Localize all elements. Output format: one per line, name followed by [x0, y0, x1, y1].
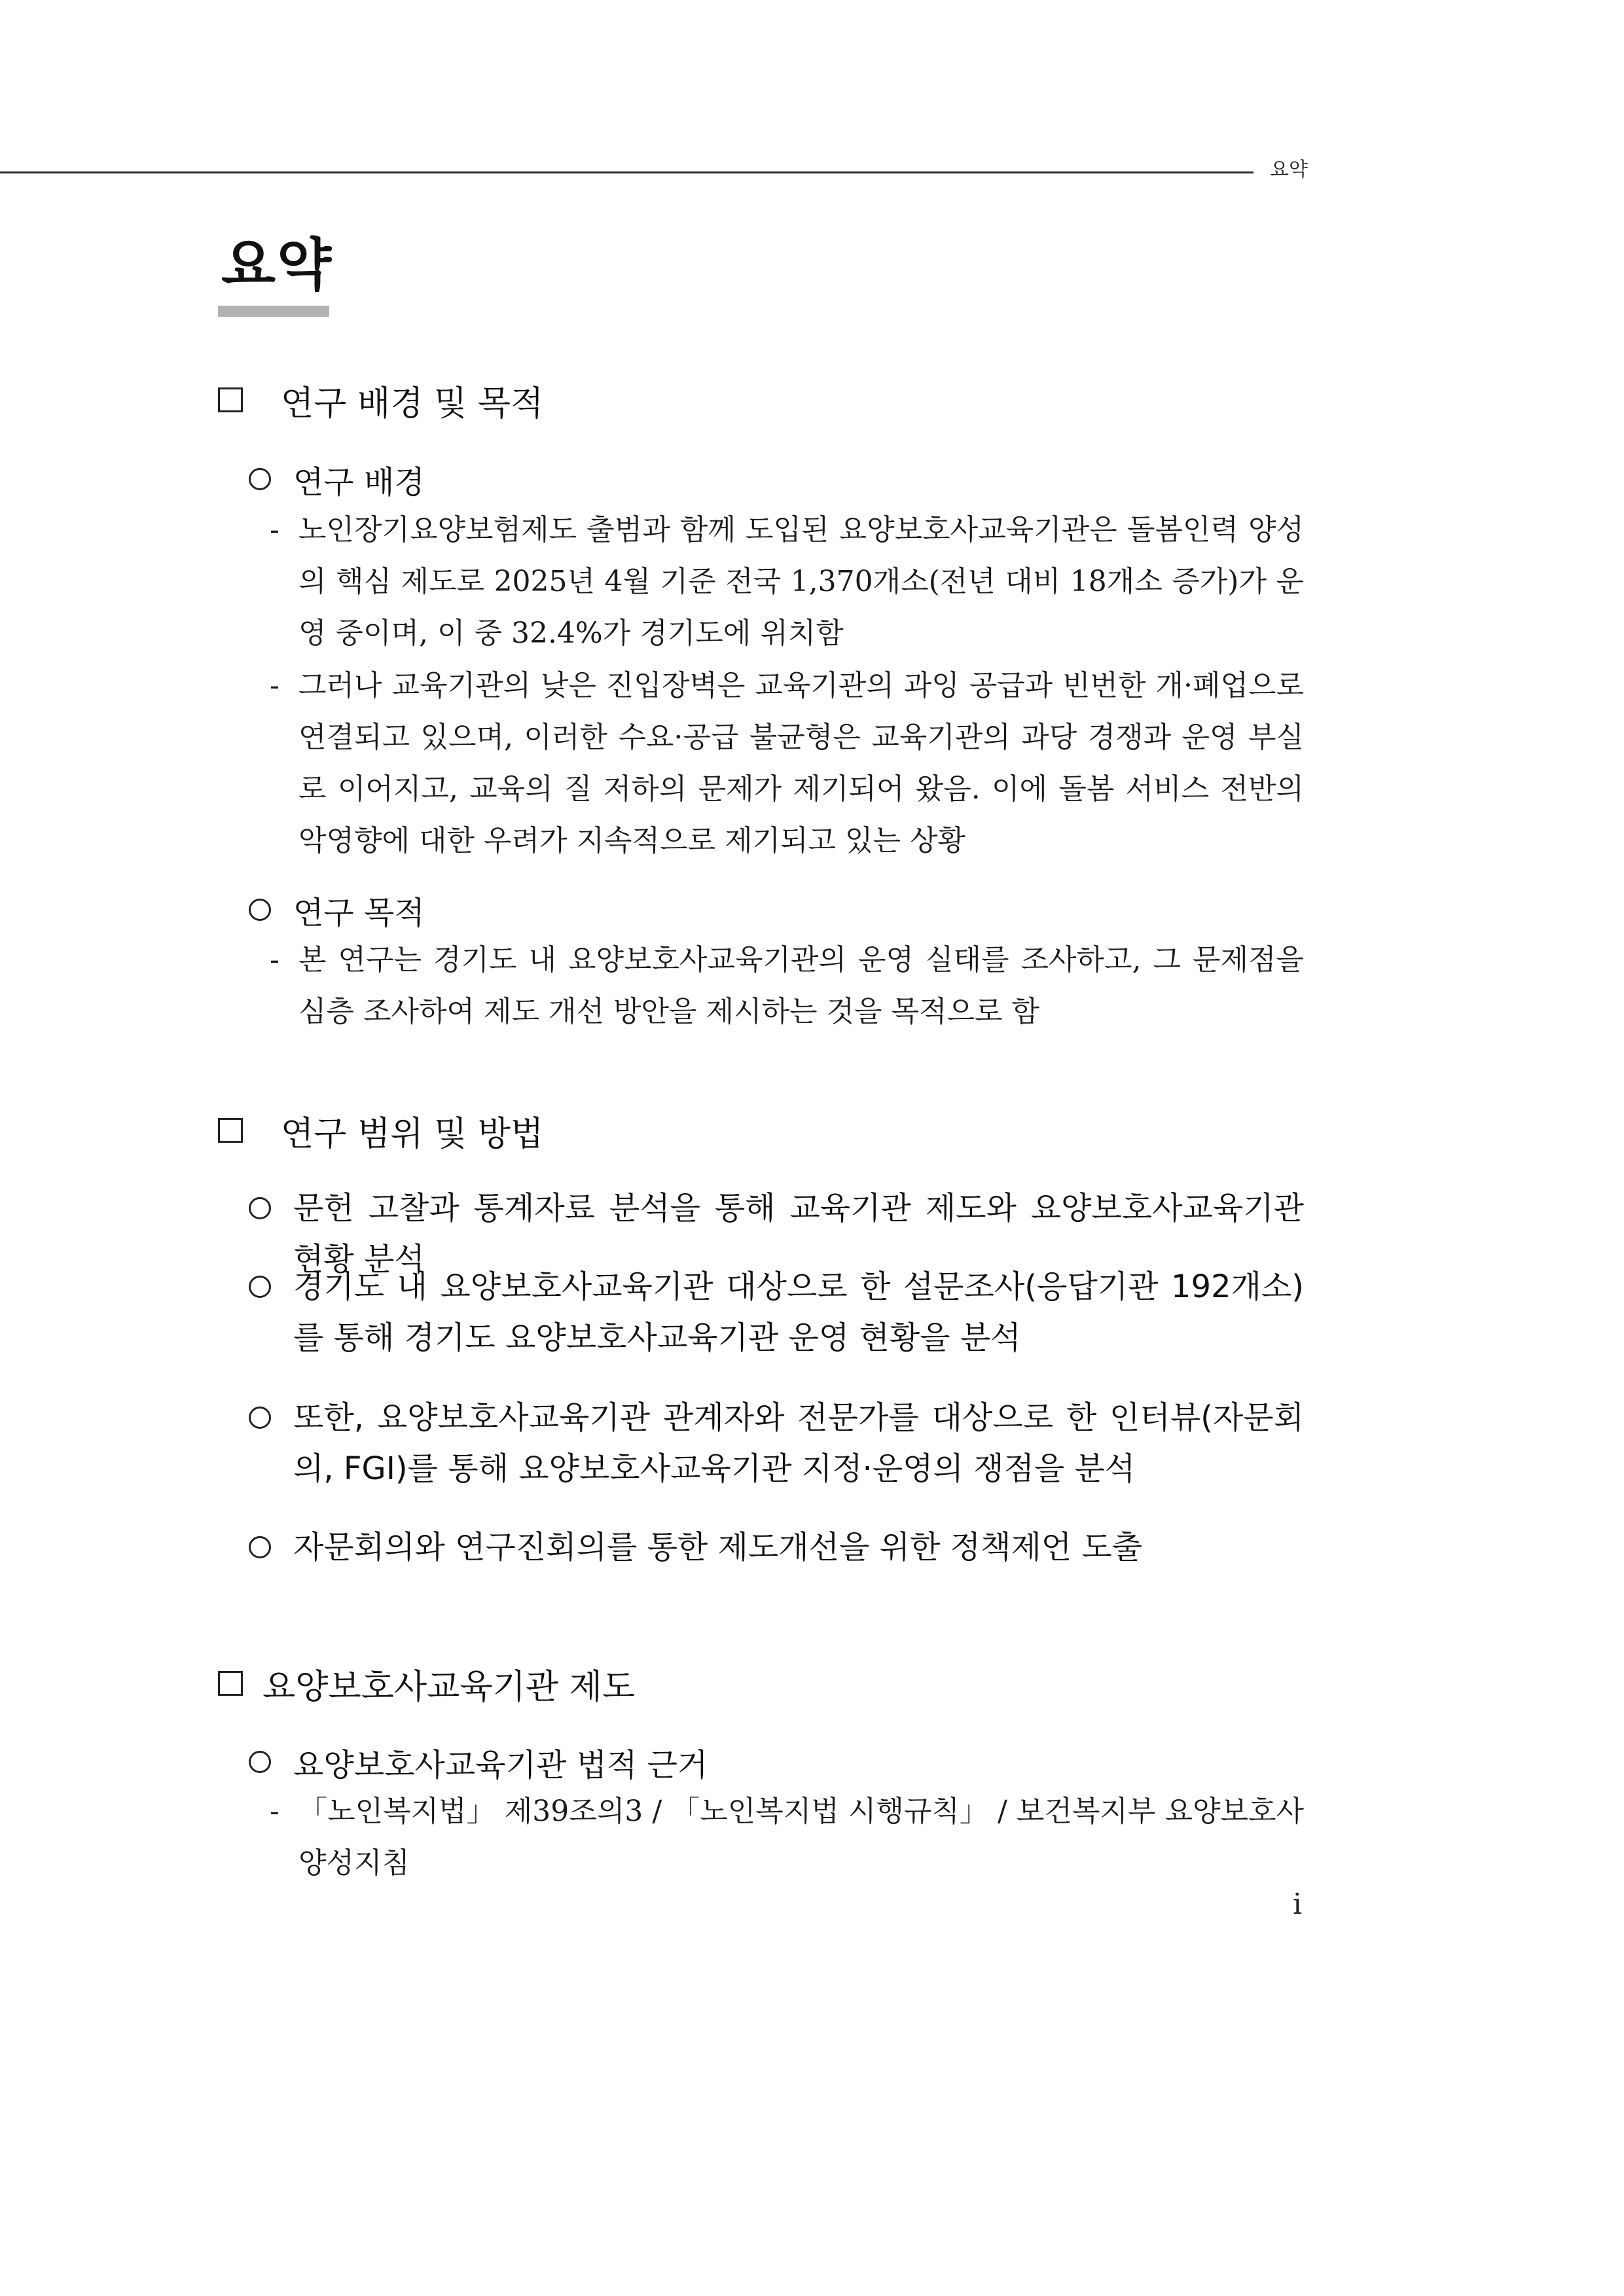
list-item-text: 자문회의와 연구진회의를 통한 제도개선을 위한 정책제언 도출	[293, 1529, 1143, 1566]
list-item-text: 「노인복지법」 제39조의3 / 「노인복지법 시행규칙」 / 보건복지부 요양보호사 양성지침	[298, 1795, 1304, 1880]
subsection-heading-background	[249, 458, 425, 500]
subsection-heading-legal-basis	[249, 1741, 708, 1783]
dash-marker: -	[270, 1795, 280, 1828]
list-item	[270, 1785, 1304, 1889]
circle-bullet-icon	[249, 468, 271, 490]
list-item	[249, 1522, 1304, 1573]
list-item-text: 경기도 내 요양보호사교육기관 대상으로 한 설문조사(응답기관 192개소)를 통해 경기도 요양보호사교육기관 운영 현황을 분석	[293, 1268, 1304, 1356]
section-heading-text: 연구 배경 및 목적	[281, 384, 544, 423]
section-heading-background	[218, 377, 543, 423]
circle-bullet-icon	[249, 1751, 271, 1773]
square-bullet-icon	[218, 1671, 243, 1696]
list-item	[249, 1261, 1304, 1363]
page-number: i	[1293, 1888, 1303, 1921]
circle-bullet-icon	[249, 1276, 271, 1298]
circle-bullet-icon	[249, 1536, 271, 1558]
list-item	[270, 504, 1304, 659]
subsection-heading-text: 연구 목적	[293, 894, 425, 931]
header-rule	[0, 171, 1254, 173]
dash-marker: -	[270, 513, 280, 547]
circle-bullet-icon	[249, 1197, 271, 1219]
circle-bullet-icon	[249, 899, 271, 921]
square-bullet-icon	[218, 387, 243, 412]
subsection-heading-text: 요양보호사교육기관 법적 근거	[293, 1746, 708, 1784]
list-item-text: 노인장기요양보험제도 출범과 함께 도입된 요양보호사교육기관은 돌봄인력 양성의 핵심 제도로 2025년 4월 기준 전국 1,370개소(전년 대비 18개소 증가)가 운영 중이며, 이 중 32.4%가 경기도에 위치함	[298, 513, 1304, 650]
list-item	[249, 1392, 1304, 1494]
section-heading-text: 요양보호사교육기관 제도	[262, 1667, 636, 1707]
list-item	[270, 660, 1304, 867]
list-item-text: 문헌 고찰과 통계자료 분석을 통해 교육기관 제도와 요양보호사교육기관 현황 분석	[293, 1190, 1304, 1278]
section-heading-scope	[218, 1107, 543, 1153]
dash-marker: -	[270, 669, 280, 702]
section-heading-system	[218, 1660, 635, 1706]
list-item-text: 또한, 요양보호사교육기관 관계자와 전문가를 대상으로 한 인터뷰(자문회의, FGI)를 통해 요양보호사교육기관 지정·운영의 쟁점을 분석	[293, 1399, 1304, 1487]
list-item-text: 본 연구는 경기도 내 요양보호사교육기관의 운영 실태를 조사하고, 그 문제점을 심층 조사하여 제도 개선 방안을 제시하는 것을 목적으로 함	[298, 943, 1304, 1028]
circle-bullet-icon	[249, 1407, 271, 1429]
list-item	[270, 934, 1304, 1037]
running-header: 요약	[1270, 158, 1308, 181]
page-title: 요약	[221, 232, 333, 298]
dash-marker: -	[270, 943, 280, 977]
square-bullet-icon	[218, 1118, 243, 1143]
subsection-heading-purpose	[249, 889, 425, 931]
subsection-heading-text: 연구 배경	[293, 463, 425, 501]
section-heading-text: 연구 범위 및 방법	[281, 1114, 544, 1154]
list-item-text: 그러나 교육기관의 낮은 진입장벽은 교육기관의 과잉 공급과 빈번한 개·폐업으로 연결되고 있으며, 이러한 수요·공급 불균형은 교육기관의 과당 경쟁과 운영 부실로 이어지고, 교육의 질 저하의 문제가 제기되어 왔음. 이에 돌봄 서비스 전반의 악영향에 대한 우려가 지속적으로 제기되고 있는 상황	[298, 669, 1304, 857]
title-underline	[218, 306, 329, 317]
